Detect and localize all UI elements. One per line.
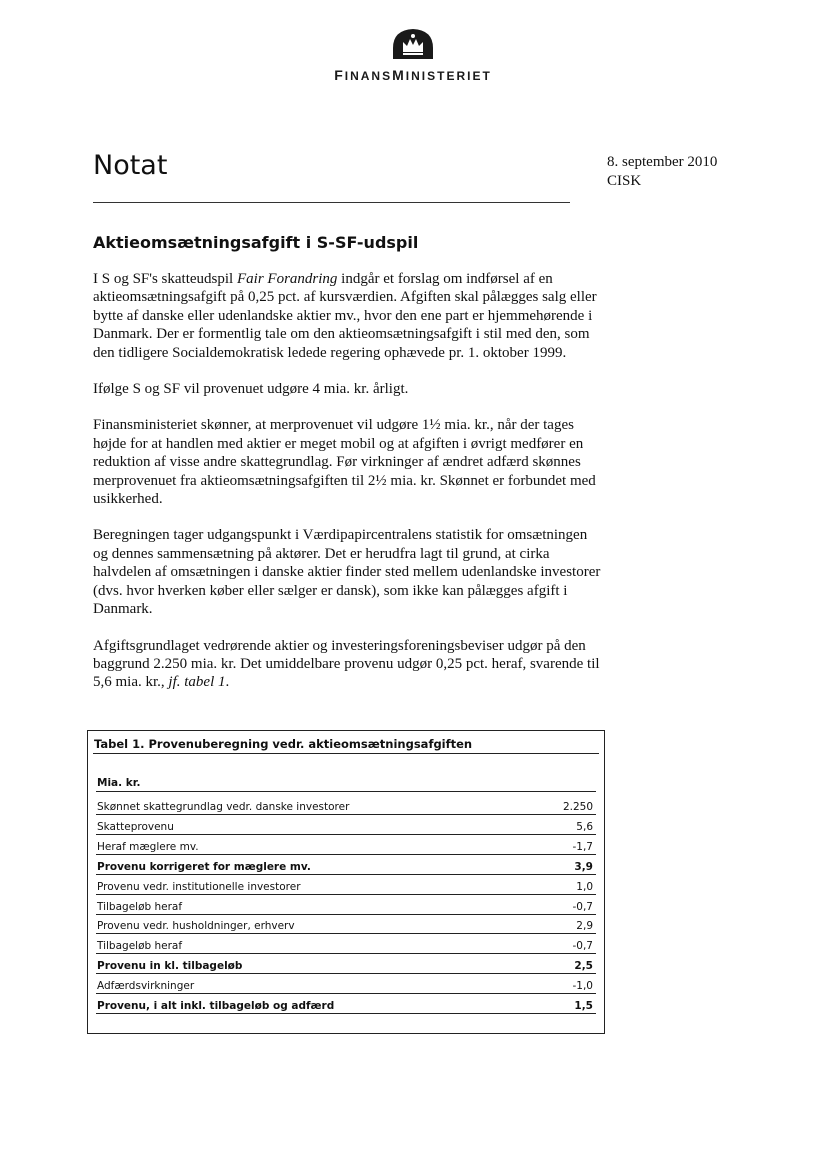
memo-title: Aktieomsætningsafgift i S-SF-udspil xyxy=(93,233,419,252)
row-label: Heraf mæglere mv. xyxy=(97,840,199,853)
table-title: Tabel 1. Provenuberegning vedr. aktieomsætningsafgiften xyxy=(94,737,473,751)
row-value: -0,7 xyxy=(572,940,593,953)
table-unit-divider xyxy=(96,791,596,792)
row-value: 2,9 xyxy=(576,920,593,933)
ministry-name: FINANSMINISTERIET xyxy=(334,67,492,83)
row-value: 1,0 xyxy=(576,880,593,893)
table-row xyxy=(96,877,596,895)
crown-icon xyxy=(390,26,436,60)
table-row xyxy=(96,976,596,994)
table-row xyxy=(96,956,596,974)
row-value: 2.250 xyxy=(562,801,593,813)
ministry-logo xyxy=(0,26,826,83)
row-label: Skatteprovenu xyxy=(97,820,174,833)
row-label: Provenu vedr. husholdninger, erhverv xyxy=(97,920,295,933)
row-label: Provenu korrigeret for mæglere mv. xyxy=(97,860,311,873)
document-meta xyxy=(607,153,717,191)
author-initials: CISK xyxy=(607,173,642,189)
memo-paragraph: Finansministeriet skønner, at merprovenuet vil udgøre 1½ mia. kr., når der tages højde for at handlen med aktier er meget mobil og at afgiften i øvrigt medfører en reduktion af visse andre skattegrundlag. Før virkninger af ændret adfærd skønnes merprovenuet fra aktieomsætningsafgiften til 2½ mia. kr. Skønnet er forbundet med usikkerhed. xyxy=(93,417,596,508)
row-value: 3,9 xyxy=(574,860,593,873)
row-label: Tilbageløb heraf xyxy=(97,940,183,953)
document-type: Notat xyxy=(93,150,168,181)
row-value: -1,0 xyxy=(572,980,593,993)
header-divider xyxy=(93,202,570,203)
memo-body xyxy=(93,270,605,710)
table-title-divider xyxy=(93,753,599,754)
table-unit: Mia. kr. xyxy=(97,777,141,789)
table-row xyxy=(96,996,596,1014)
row-label: Adfærdsvirkninger xyxy=(97,980,195,993)
table-row xyxy=(96,897,596,915)
row-label: Tilbageløb heraf xyxy=(97,900,183,913)
table-row xyxy=(96,797,596,815)
document-date: 8. september 2010 xyxy=(607,154,718,170)
emphasis-text: Fair Forandring xyxy=(236,271,338,287)
row-value: 2,5 xyxy=(574,960,593,973)
table-row xyxy=(96,916,596,934)
row-label: Provenu, i alt inkl. tilbageløb og adfærd xyxy=(97,1000,335,1012)
row-value: -1,7 xyxy=(572,840,593,853)
table-row xyxy=(96,837,596,855)
table-row xyxy=(96,857,596,875)
table-row xyxy=(96,936,596,954)
revenue-table xyxy=(87,730,605,1034)
row-label: Provenu vedr. institutionelle investorer xyxy=(97,880,301,893)
memo-paragraph: Afgiftsgrundlaget vedrørende aktier og investeringsforeningsbeviser udgør på den baggrund 2.250 mia. kr. Det umiddelbare provenu udgør 0,25 pct. heraf, svarende til 5,6 mia. kr., jf. tabel 1. xyxy=(93,637,600,691)
row-label: Provenu in kl. tilbageløb xyxy=(97,960,243,973)
memo-paragraph: Ifølge S og SF vil provenuet udgøre 4 mia. kr. årligt. xyxy=(93,381,409,398)
row-value: 1,5 xyxy=(574,1000,593,1012)
row-value: 5,6 xyxy=(576,820,593,833)
emphasis-text: jf. tabel 1 xyxy=(168,674,226,691)
memo-paragraph: I S og SF's skatteudspil Fair Forandring indgår et forslag om indførsel af en aktieomsætningsafgift på 0,25 pct. af kursværdien. Afgiften skal pålægges salg eller bytte af danske eller udenlandske aktier mv., hvor den ene part er hjemmehørende i Danmark. Der er formentlig tale om den aktieomsætningsafgift i stil med den, som den tidligere Socialdemokratisk ledede regering ophævede pr. 1. oktober 1999. xyxy=(93,271,597,361)
row-label: Skønnet skattegrundlag vedr. danske investorer xyxy=(97,801,350,813)
table-row xyxy=(96,817,596,835)
memo-paragraph: Beregningen tager udgangspunkt i Værdipapircentralens statistik for omsætningen og dennes sammensætning på aktører. Det er herudfra lagt til grund, at cirka halvdelen af omsætningen i danske aktier finder sted mellem udenlandske investorer (dvs. hvor hverken køber eller sælger er dansk), som ikke kan pålægges afgift i Danmark. xyxy=(93,527,601,618)
row-value: -0,7 xyxy=(572,900,593,913)
